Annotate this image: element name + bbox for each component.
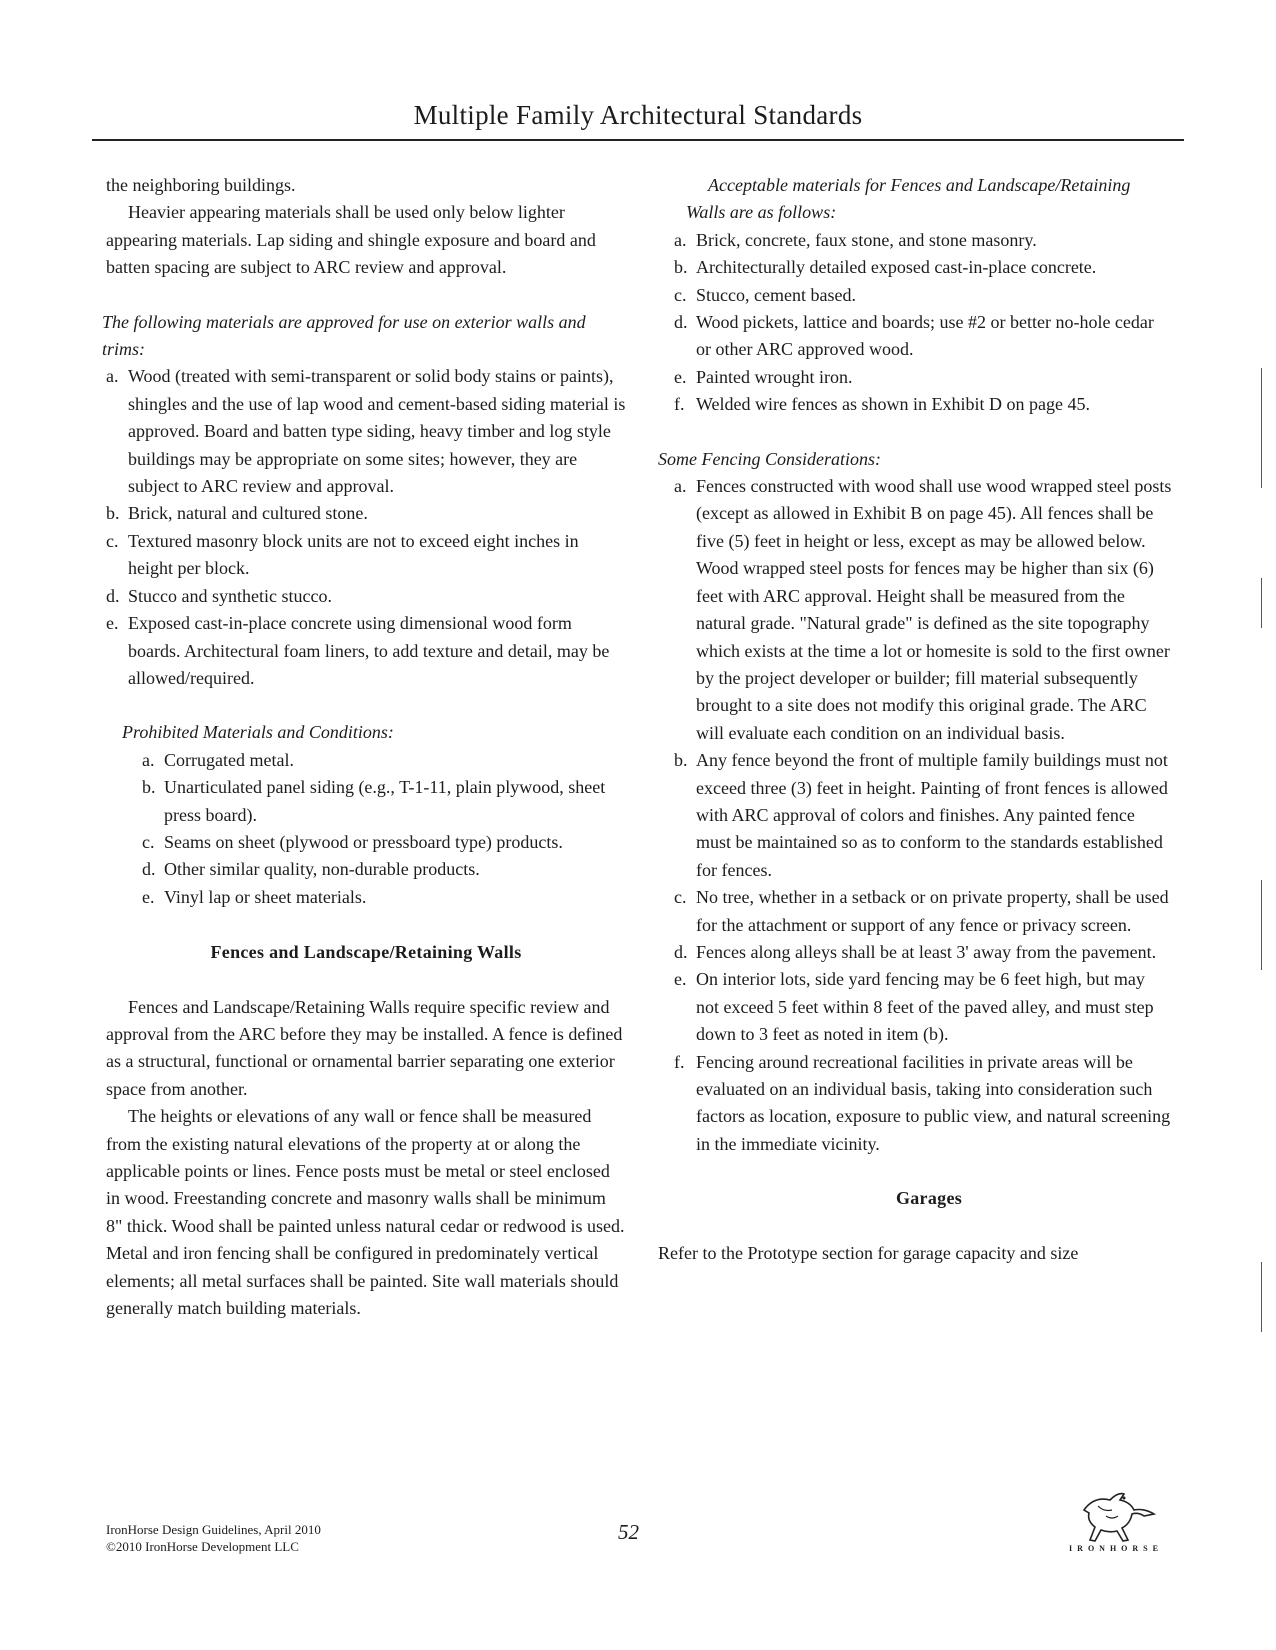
list-item: b. Unarticulated panel siding (e.g., T-1-11, plain plywood, sheet press board). xyxy=(142,777,606,825)
list-item: b. Brick, natural and cultured stone. xyxy=(106,503,368,524)
footer-credits xyxy=(106,1521,321,1555)
prohibited-materials-heading: Prohibited Materials and Conditions: xyxy=(122,722,394,743)
list-item: f. Welded wire fences as shown in Exhibit D on page 45. xyxy=(674,394,1090,415)
acceptable-materials-heading: Acceptable materials for Fences and Landscape/Retaining Walls are as follows: xyxy=(686,175,1131,223)
scan-edge-mark xyxy=(1261,578,1262,628)
list-item: a. Wood (treated with semi-transparent or solid body stains or paints), shingles and the use of lap wood and cement-based siding material is approved. Board and batten type siding, heavy timber and log style buildings may be appropriate on some sites; however, they are subject to ARC review and approval. xyxy=(106,366,626,497)
list-item: c. Textured masonry block units are not to exceed eight inches in height per block. xyxy=(106,530,579,579)
list-item: a. Brick, concrete, faux stone, and stone masonry. xyxy=(674,229,1037,250)
logo-wordmark: IRONHORSE xyxy=(1069,1544,1163,1553)
paragraph-fences-heights: The heights or elevations of any wall or fence shall be measured from the existing natural elevations of the property at or along the applicable points or lines. Fence posts must be metal or steel enclosed in wood. Freestanding concrete and masonry walls shall be minimum 8" thick. Wood shall be painted unless natural cedar or redwood is used. Metal and iron fencing shall be configured in predominately vertical elements; all metal surfaces shall be painted. Site wall materials should generally match building materials. xyxy=(106,1106,625,1319)
left-column xyxy=(102,172,626,1322)
list-item: e. Exposed cast-in-place concrete using dimensional wood form boards. Architectural foam liners, to add texture and detail, may be allowed/required. xyxy=(106,613,610,688)
paragraph-fences-intro: Fences and Landscape/Retaining Walls require specific review and approval from the ARC before they may be installed. A fence is defined as a structural, functional or ornamental barrier separating one exterior space from another. xyxy=(106,996,623,1099)
footer-copyright-line: ©2010 IronHorse Development LLC xyxy=(106,1539,299,1554)
list-item: a. Corrugated metal. xyxy=(142,749,294,770)
list-item: d. Fences along alleys shall be at least 3' away from the pavement. xyxy=(674,941,1157,962)
list-item: a. Fences constructed with wood shall use wood wrapped steel posts (except as allowed in Exhibit B on page 45). All fences shall be five (5) feet in height or less, except as may be allowed below. Wood wrapped steel posts for fences may be higher than six (6) feet with ARC approval. Height shall be measured from the natural grade. "Natural grade" is defined as the site topography which exists at the time a lot or homesite is sold to the first owner by the project developer or builder; fill material subsequently brought to a site does not modify this original grade. The ARC will evaluate each condition on an individual basis. xyxy=(674,476,1172,743)
scan-edge-mark xyxy=(1261,1262,1262,1332)
list-item: e. Vinyl lap or sheet materials. xyxy=(142,886,367,907)
list-item: c. Seams on sheet (plywood or pressboard type) products. xyxy=(142,831,563,852)
page-number: 52 xyxy=(618,1520,639,1544)
list-item: c. No tree, whether in a setback or on private property, shall be used for the attachment or support of any fence or privacy screen. xyxy=(674,887,1169,935)
right-column xyxy=(658,172,1172,1267)
list-item: d. Wood pickets, lattice and boards; use #2 or better no-hole cedar or other ARC approved wood. xyxy=(674,312,1154,360)
list-item: e. On interior lots, side yard fencing may be 6 feet high, but may not exceed 5 feet within 8 feet of the paved alley, and must step down to 3 feet as noted in item (b). xyxy=(674,969,1154,1045)
acceptable-materials-items xyxy=(674,227,1172,419)
header-rule xyxy=(92,139,1184,141)
horse-logo-icon xyxy=(1054,1482,1174,1552)
fencing-considerations-list xyxy=(674,473,1172,1158)
approved-materials-heading: The following materials are approved for use on exterior walls and trims: xyxy=(102,311,586,360)
fencing-considerations-heading: Some Fencing Considerations: xyxy=(658,448,881,469)
paragraph-garages: Refer to the Prototype section for garage capacity and size xyxy=(658,1242,1079,1263)
prohibited-materials-list xyxy=(142,747,626,911)
fences-section-heading: Fences and Landscape/Retaining Walls xyxy=(210,942,522,963)
approved-materials-list xyxy=(106,363,626,692)
list-item: b. Any fence beyond the front of multiple family buildings must not exceed three (3) feet in height. Painting of front fences is allowed with ARC approval of colors and finishes. Any painted fence must be maintained so as to conform to the standards established for fences. xyxy=(674,750,1168,880)
list-item: d. Other similar quality, non-durable products. xyxy=(142,859,480,880)
paragraph-continuation: the neighboring buildings. xyxy=(106,175,296,195)
list-item: c. Stucco, cement based. xyxy=(674,284,856,305)
scan-edge-mark xyxy=(1261,880,1262,970)
footer-guidelines-line: IronHorse Design Guidelines, April 2010 xyxy=(106,1522,321,1537)
list-item: b. Architecturally detailed exposed cast-in-place concrete. xyxy=(674,257,1097,278)
scan-edge-mark xyxy=(1261,368,1262,488)
list-item: f. Fencing around recreational facilities in private areas will be evaluated on an individual basis, taking into consideration such factors as location, exposure to public view, and natural screening in the immediate vicinity. xyxy=(674,1051,1171,1154)
list-item: e. Painted wrought iron. xyxy=(674,366,853,387)
page-title: Multiple Family Architectural Standards xyxy=(413,100,863,130)
paragraph-heavier-materials: Heavier appearing materials shall be used only below lighter appearing materials. Lap siding and shingle exposure and board and batten spacing are subject to ARC review and approval. xyxy=(106,202,596,278)
garages-section-heading: Garages xyxy=(895,1188,963,1209)
list-item: d. Stucco and synthetic stucco. xyxy=(106,585,332,606)
